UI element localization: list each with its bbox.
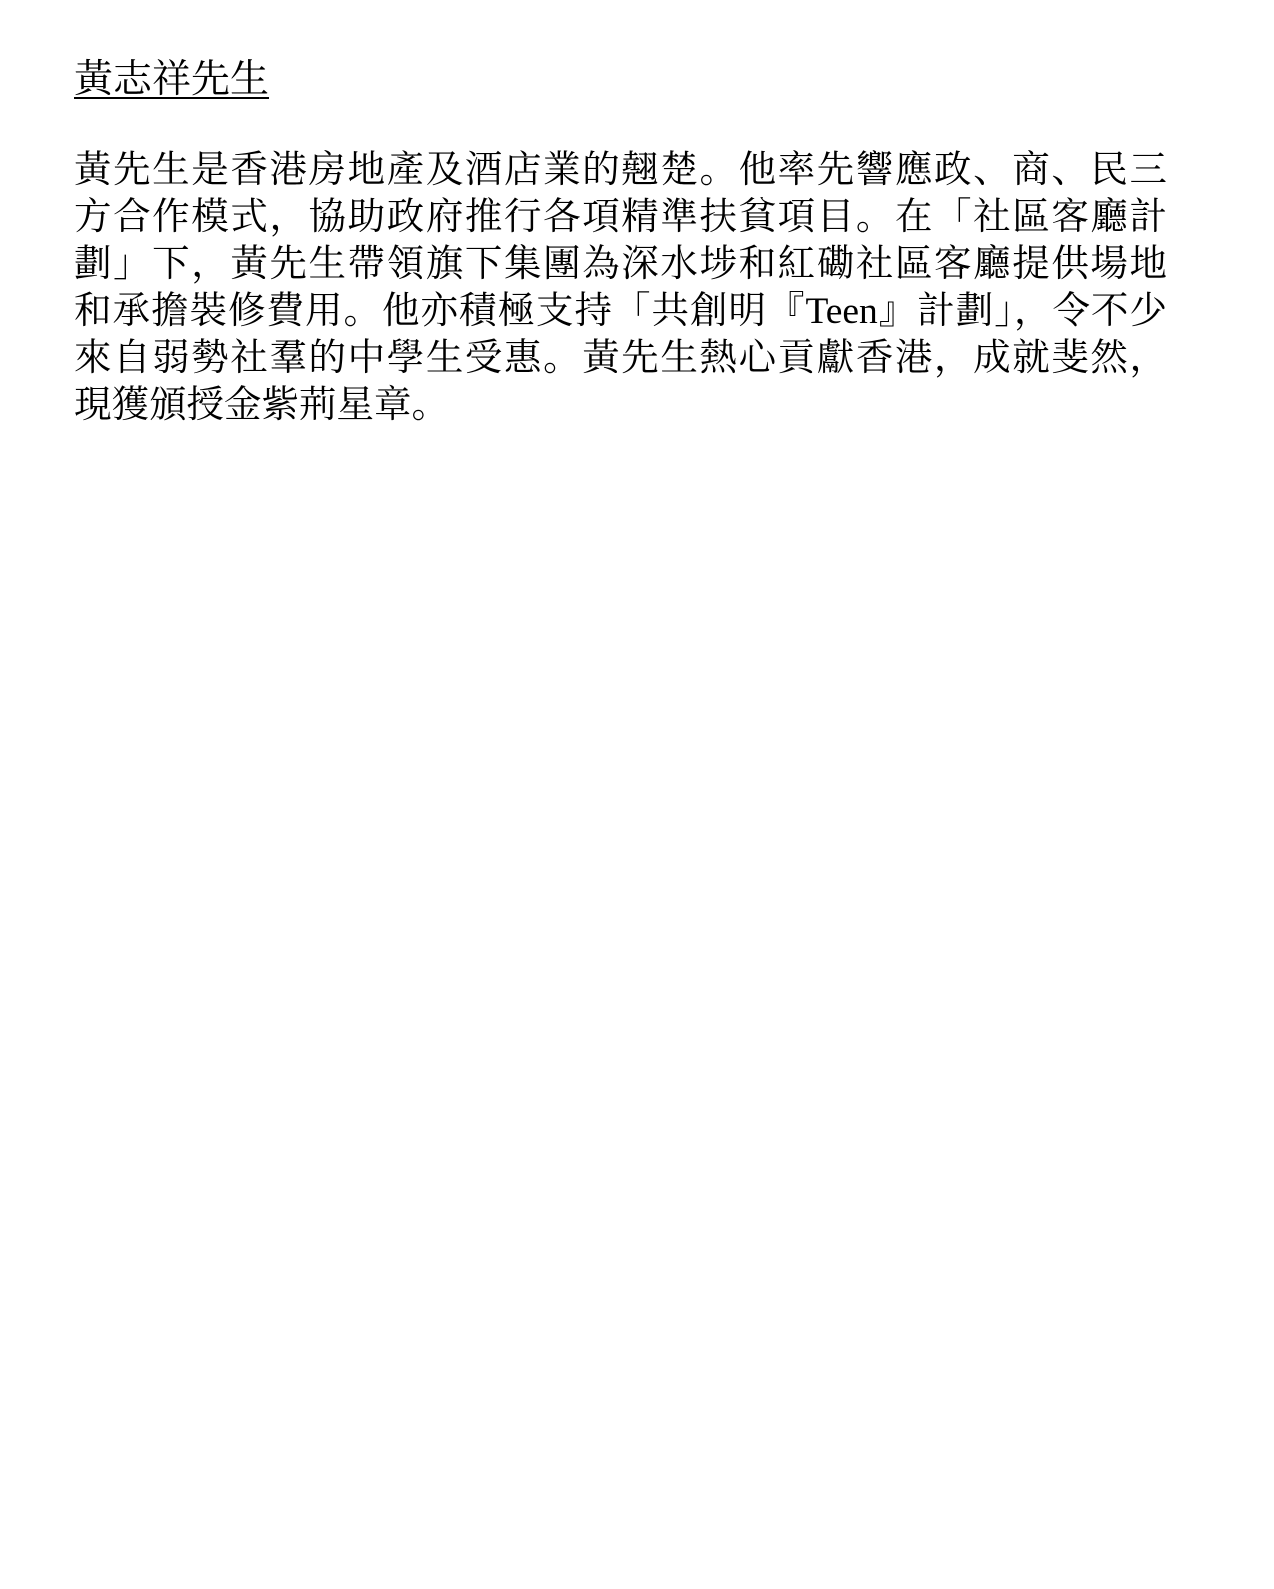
paragraph-line: 方合作模式，協助政府推行各項精準扶貧項目。在「社區客廳計 — [74, 197, 1167, 238]
paragraph-line: 和承擔裝修費用。他亦積極支持「共創明『Teen』計劃」，令不少 — [74, 291, 1167, 332]
page-title: 黃志祥先生 — [74, 58, 270, 101]
paragraph-line: 劃」下，黃先生帶領旗下集團為深水埗和紅磡社區客廳提供場地 — [74, 244, 1167, 285]
document-page — [0, 0, 1274, 429]
paragraph-line: 現獲頒授金紫荊星章。 — [74, 385, 449, 426]
paragraph-line: 黃先生是香港房地產及酒店業的翹楚。他率先響應政、商、民三 — [74, 150, 1167, 191]
body-paragraph — [74, 147, 1167, 429]
paragraph-line: 來自弱勢社羣的中學生受惠。黃先生熱心貢獻香港，成就斐然， — [74, 338, 1167, 379]
